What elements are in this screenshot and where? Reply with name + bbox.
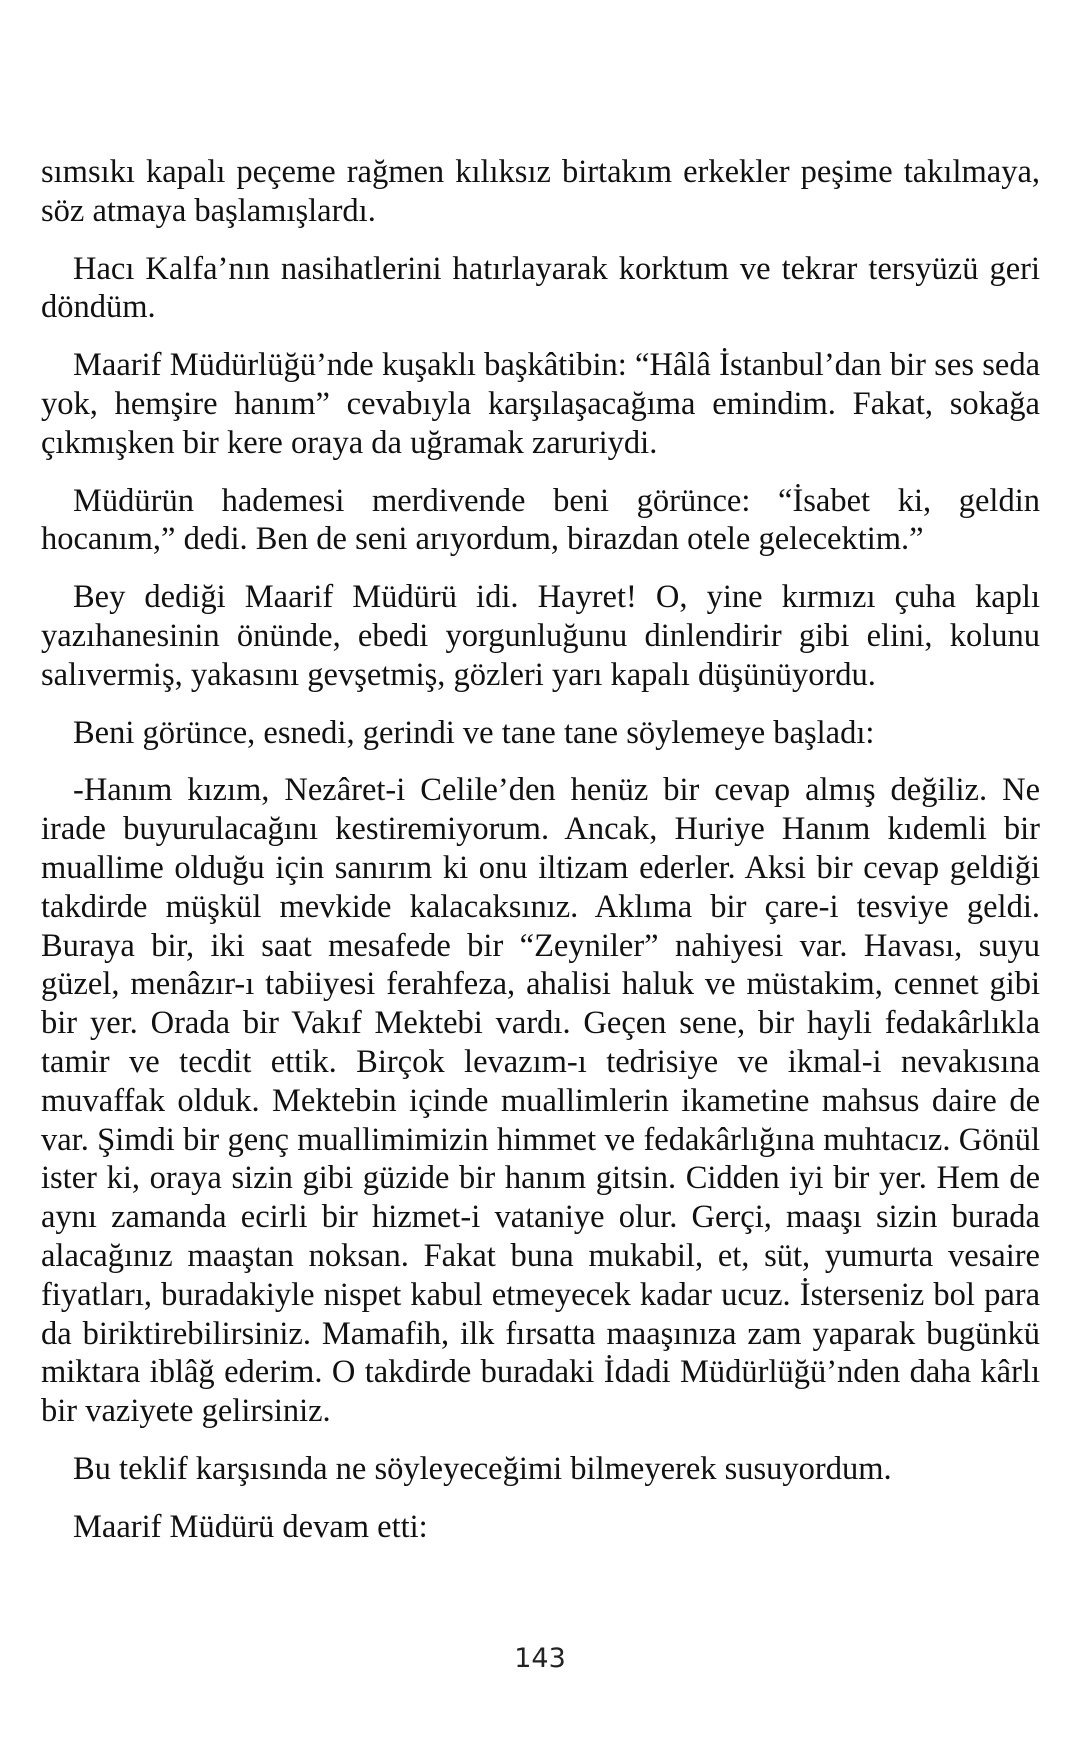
page-body: [41, 153, 1040, 1566]
paragraph: Bu teklif karşısında ne söyleyeceğimi bilmeyerek susuyordum.: [73, 1450, 892, 1487]
paragraph: Maarif Müdürü devam etti:: [73, 1508, 428, 1545]
paragraph-continuation: sımsıkı kapalı peçeme rağmen kılıksız birtakım erkekler peşime takılmaya, söz atmaya başlamışlardı.: [41, 154, 1040, 229]
paragraph: Müdürün hademesi merdivende beni görünce: “İsabet ki, geldin hocanım,” dedi. Ben de seni arıyordum, birazdan otele gelecektim.”: [41, 482, 1040, 558]
paragraph-dialogue: -Hanım kızım, Nezâret-i Celile’den henüz bir cevap almış değiliz. Ne irade buyurulacağını kestiremiyorum. Ancak, Huriye Hanım kıdemli bir muallime olduğu için sanırım ki onu iltizam ederler. Aksi bir cevap geldiği takdirde müşkül mevkide kalacaksınız. Aklıma bir çare-i tesviye geldi. Buraya bir, iki saat mesafede bir “Zeyniler” nahiyesi var. Havası, suyu güzel, menâzır-ı tabiiyesi ferahfeza, ahalisi haluk ve müstakim, cennet gibi bir yer. Orada bir Vakıf Mektebi vardı. Geçen sene, bir hayli fedakârlıkla tamir ve tecdit ettik. Birçok levazım-ı tedrisiye ve ikmal-i nevakısına muvaffak olduk. Mektebin içinde muallimlerin ikametine mahsus daire de var. Şimdi bir genç muallimimizin himmet ve fedakârlığına muhtacız. Gönül ister ki, oraya sizin gibi güzide bir hanım gitsin. Cidden iyi bir yer. Hem de aynı zamanda ecirli bir hizmet-i vataniye olur. Gerçi, maaşı sizin burada alacağınız maaştan noksan. Fakat buna mukabil, et, süt, yumurta vesaire fiyatları, buradakiyle nispet kabul etmeyecek kadar ucuz. İsterseniz bol para da biriktirebilirsiniz. Mamafih, ilk fırsatta maaşınıza zam yaparak bugünkü miktara iblâğ ederim. O takdirde buradaki İdadi Müdürlüğü’nden daha kârlı bir vaziyete gelirsiniz.: [41, 772, 1040, 1430]
paragraph: Beni görünce, esnedi, gerindi ve tane tane söylemeye başladı:: [73, 714, 875, 751]
paragraph: Bey dediği Maarif Müdürü idi. Hayret! O, yine kırmızı çuha kaplı yazıhanesinin önünde, ebedi yorgunluğunu dinlendirir gibi elini, kolunu salıvermiş, yakasını gevşetmiş, gözleri yarı kapalı düşünüyordu.: [41, 579, 1040, 693]
page-number: 143: [514, 1643, 566, 1674]
paragraph: Maarif Müdürlüğü’nde kuşaklı başkâtibin: “Hâlâ İstanbul’dan bir ses seda yok, hemşire hanım” cevabıyla karşılaşacağıma emindim. Fakat, sokağa çıkmışken bir kere oraya da uğramak zaruriydi.: [41, 347, 1040, 461]
paragraph: Hacı Kalfa’nın nasihatlerini hatırlayarak korktum ve tekrar tersyüzü geri döndüm.: [41, 250, 1040, 326]
